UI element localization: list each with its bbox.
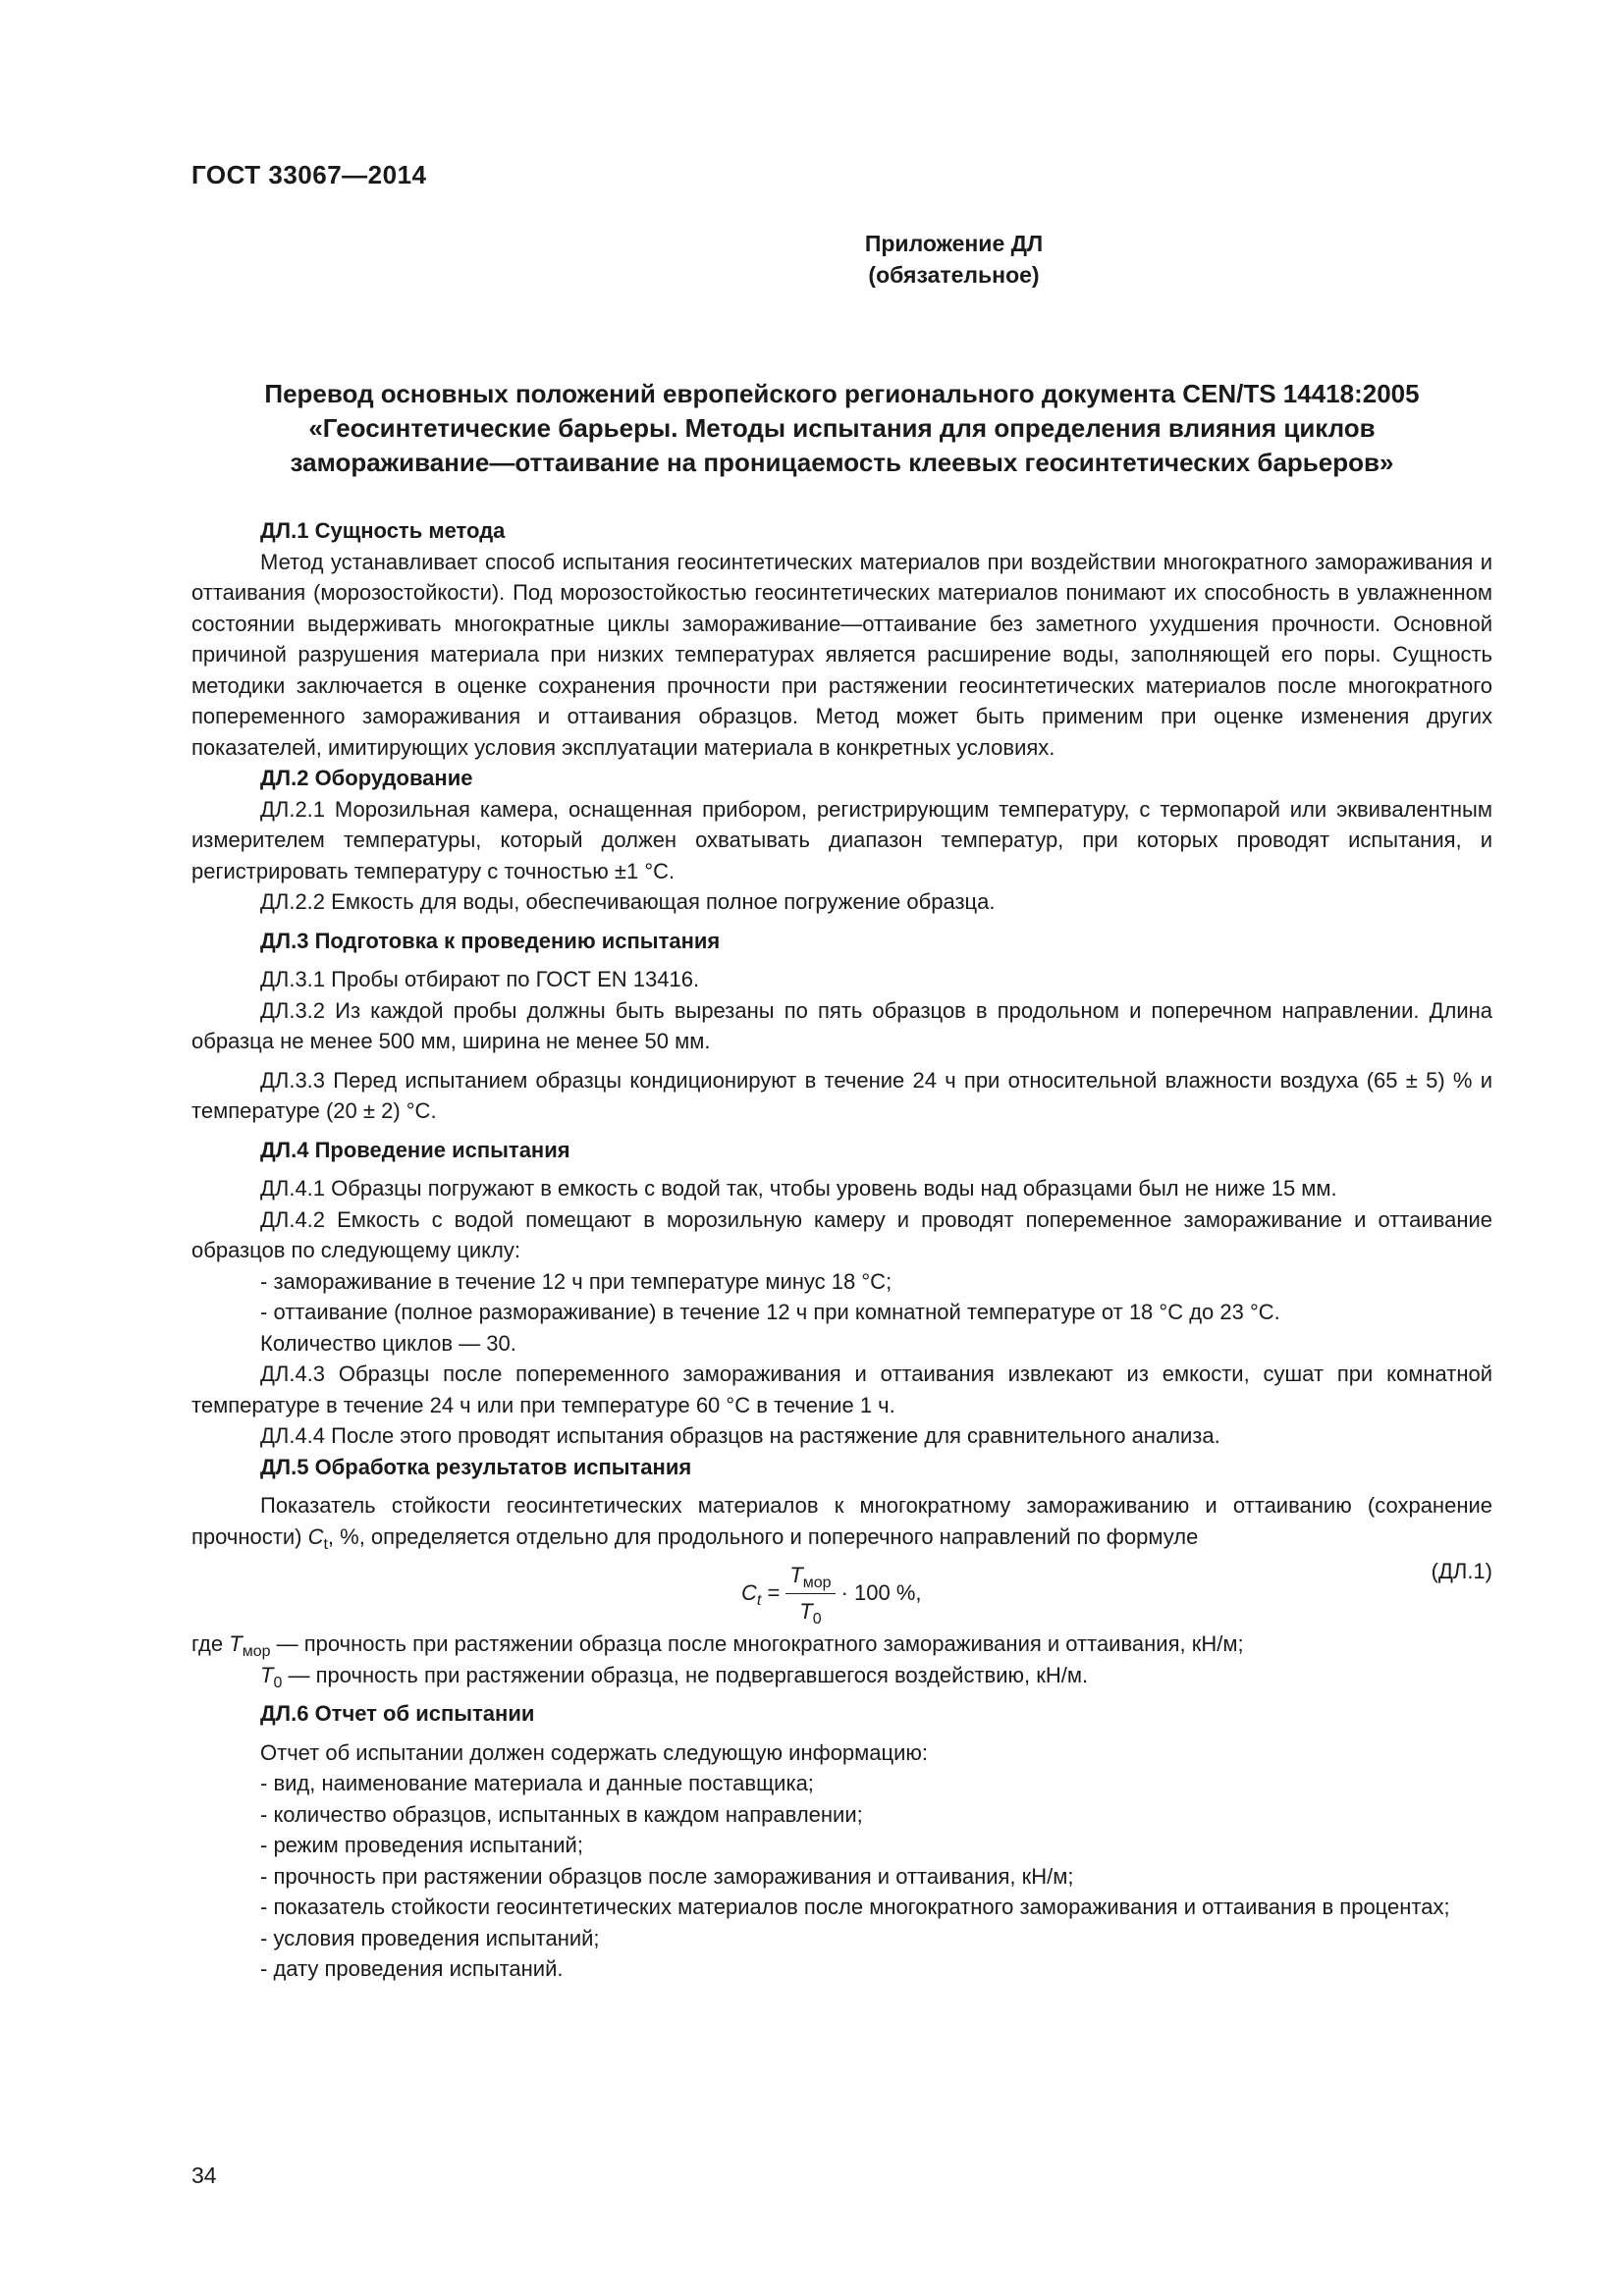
- cycles-count: Количество циклов — 30.: [260, 1330, 516, 1356]
- title-line-3: замораживание—оттаивание на проницаемость клеевых геосинтетических барьеров»: [290, 448, 1394, 477]
- section-heading-1: ДЛ.1 Сущность метода: [260, 518, 506, 543]
- paragraph-3-3: ДЛ.3.3 Перед испытанием образцы кондиционируют в течение 24 ч при относительной влажности воздуха (65 ± 5) % и температуре (20 ± 2) °С.: [191, 1067, 1492, 1123]
- paragraph-5-1: Показатель стойкости геосинтетических материалов к многократному замораживанию и оттаиванию (сохранение прочности) $C_t$, %, определяется отдельно для продольного и поперечного направлений по формуле: [191, 1493, 1492, 1553]
- list-item: - условия проведения испытаний;: [260, 1925, 600, 1950]
- document-code: ГОСТ 33067—2014: [191, 160, 427, 189]
- paragraph-3-1: ДЛ.3.1 Пробы отбирают по ГОСТ EN 13416.: [260, 967, 700, 991]
- paragraph-4-4: ДЛ.4.4 После этого проводят испытания образцов на растяжение для сравнительного анализа.: [260, 1423, 1220, 1448]
- list-item: - прочность при растяжении образцов после замораживания и оттаивания, кН/м;: [260, 1863, 1074, 1889]
- paragraph-method-essence: Метод устанавливает способ испытания геосинтетических материалов при воздействии многократного замораживания и оттаивания (морозостойкости). Под морозостойкостью геосинтетических материалов понимают их способность в увлажненном состоянии выдерживать многократные циклы замораживание—оттаивание без заметного ухудшения прочности. Основной причиной разрушения материала при низких температурах является расширение воды, заполняющей его поры. Сущность методики заключается в оценке сохранения прочности при растяжении геосинтетических материалов после многократного попеременного замораживания и оттаивания образцов. Метод может быть применим при оценке изменения других показателей, имитирующих условия эксплуатации материала в конкретных условиях.: [191, 549, 1492, 760]
- appendix-title: [191, 377, 1492, 480]
- paragraph-3-2: ДЛ.3.2 Из каждой пробы должны быть вырезаны по пять образцов в продольном и поперечном направлении. Длина образца не менее 500 мм, ширина не менее 50 мм.: [191, 997, 1492, 1053]
- list-item: - показатель стойкости геосинтетических материалов после многократного замораживания и оттаивания в процентах;: [260, 1895, 1450, 1919]
- paragraph-4-2: ДЛ.4.2 Емкость с водой помещают в морозильную камеру и проводят попеременное замораживание и оттаивание образцов по следующему циклу:: [191, 1206, 1492, 1262]
- document-body: [191, 515, 1492, 1985]
- paragraph-2-1: ДЛ.2.1 Морозильная камера, оснащенная прибором, регистрирующим температуру, с термопарой или эквивалентным измерителем температуры, который должен охватывать диапазон температур, при которых проводят испытания, и регистрировать температуру с точностью ±1 °С.: [191, 796, 1492, 883]
- formula-dl1: [191, 1554, 1492, 1628]
- where-line-2: $T_0$ — прочность при растяжении образца, не подвергавшегося воздействию, кН/м.: [260, 1662, 1089, 1691]
- page-number: 34: [191, 2163, 217, 2188]
- list-item-freezing: - замораживание в течение 12 ч при температуре минус 18 °С;: [260, 1268, 893, 1294]
- section-heading-6: ДЛ.6 Отчет об испытании: [260, 1701, 535, 1726]
- paragraph-4-1: ДЛ.4.1 Образцы погружают в емкость с водой так, чтобы уровень воды над образцами был не ниже 15 мм.: [260, 1176, 1337, 1201]
- title-line-1: Перевод основных положений европейского регионального документа CEN/TS 14418:2005: [264, 379, 1420, 408]
- section-heading-3: ДЛ.3 Подготовка к проведению испытания: [260, 928, 721, 953]
- list-item-thawing: - оттаивание (полное размораживание) в течение 12 ч при комнатной температуре от 18 °С до 23 °С.: [260, 1300, 1280, 1324]
- formula-number: (ДЛ.1): [1431, 1559, 1492, 1583]
- list-item: - вид, наименование материала и данные поставщика;: [260, 1771, 814, 1795]
- paragraph-2-2: ДЛ.2.2 Емкость для воды, обеспечивающая полное погружение образца.: [260, 889, 996, 914]
- paragraph-4-3: ДЛ.4.3 Образцы после попеременного замораживания и оттаивания извлекают из емкости, сушат при комнатной температуре в течение 24 ч или при температуре 60 °С в течение 1 ч.: [191, 1362, 1492, 1417]
- where-line-1: где $T_{мор}$ — прочность при растяжении образца после многократного замораживания и оттаивания, кН/м;: [191, 1631, 1244, 1660]
- formula-fraction: $\frac{T_{мор}}{T_0}$: [785, 1560, 835, 1627]
- appendix-status: (обязательное): [868, 262, 1040, 288]
- appendix-label: Приложение ДЛ: [864, 231, 1044, 256]
- title-line-2: «Геосинтетические барьеры. Методы испытания для определения влияния циклов: [308, 413, 1376, 443]
- formula-expression: $C_t$ = $\frac{T_{мор}}{T_0}$ · 100 %,: [741, 1560, 922, 1627]
- list-item: - режим проведения испытаний;: [260, 1833, 583, 1857]
- list-item: - количество образцов, испытанных в каждом направлении;: [260, 1801, 863, 1827]
- section-heading-5: ДЛ.5 Обработка результатов испытания: [260, 1454, 692, 1479]
- list-item: - дату проведения испытаний.: [260, 1956, 564, 1981]
- section-heading-2: ДЛ.2 Оборудование: [260, 766, 473, 790]
- section-heading-4: ДЛ.4 Проведение испытания: [260, 1137, 570, 1162]
- report-intro: Отчет об испытании должен содержать следующую информацию:: [260, 1739, 929, 1765]
